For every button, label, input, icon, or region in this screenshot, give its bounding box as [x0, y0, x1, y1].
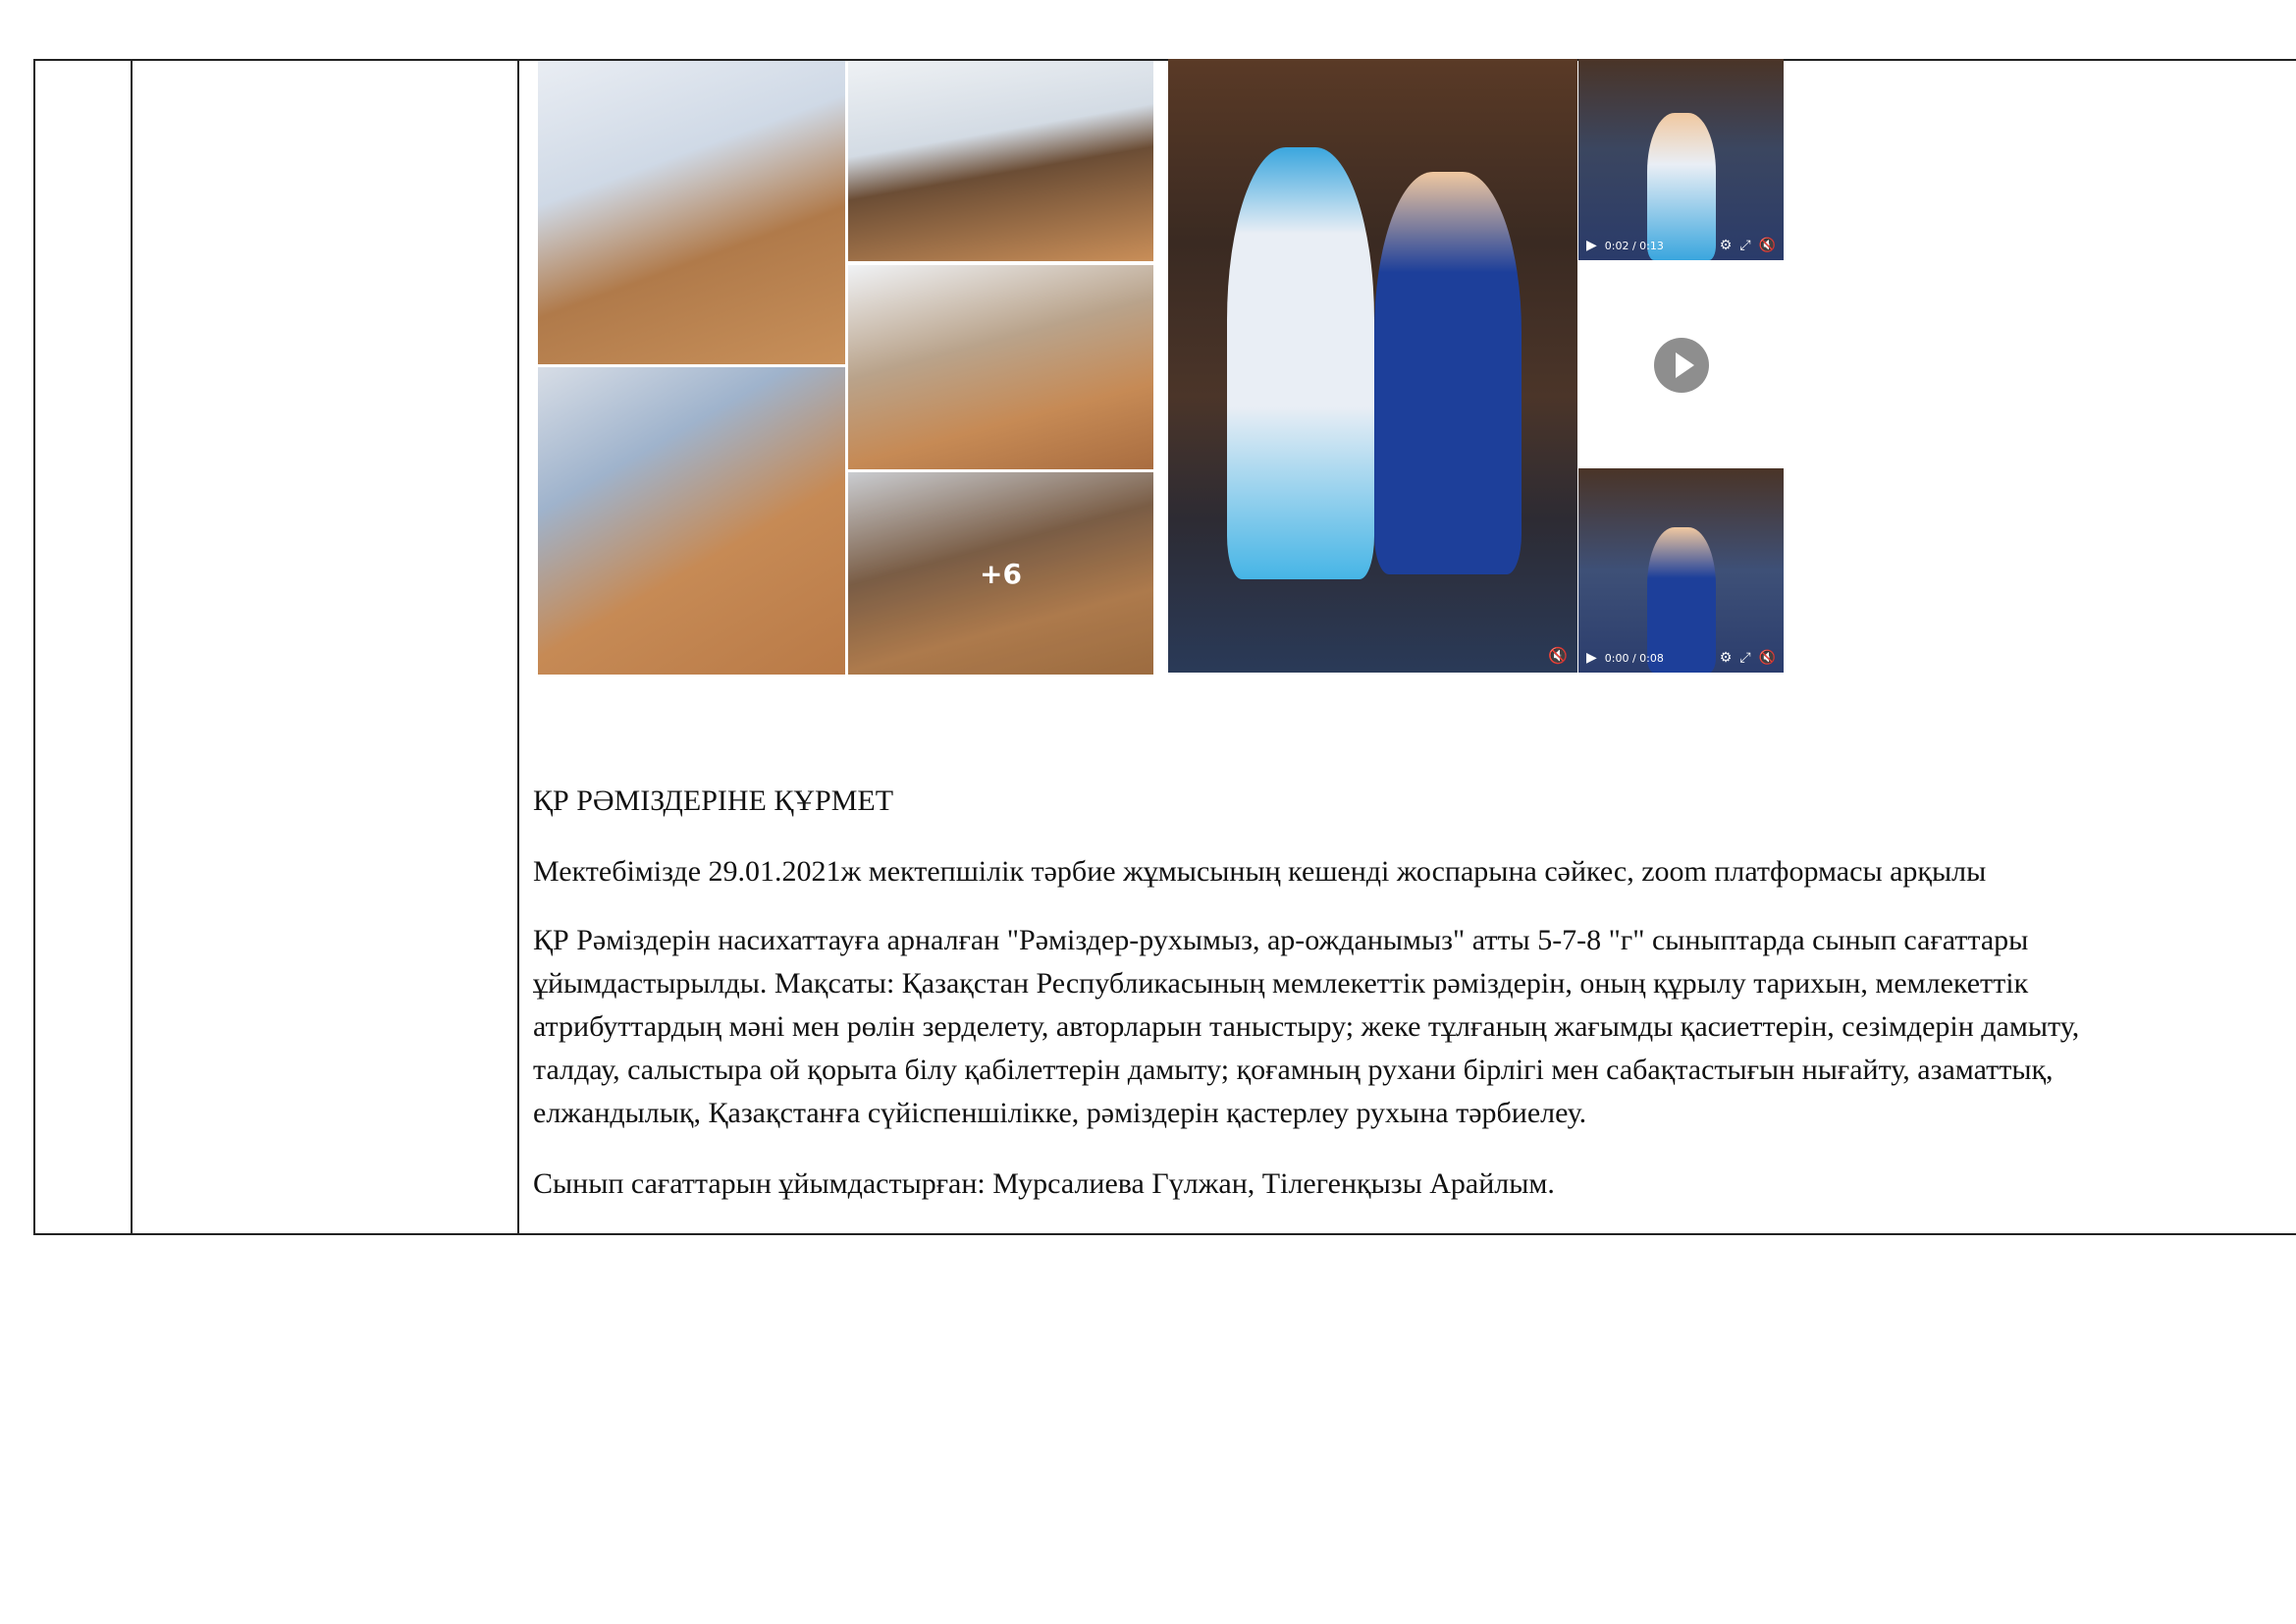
fullscreen-icon[interactable]: ⤢: [1739, 238, 1751, 253]
article-organizers: Сынып сағаттарын ұйымдастырған: Мурсалиева Гүлжан, Тілегенқызы Арайлым.: [533, 1167, 1555, 1200]
event-photo[interactable]: [538, 367, 845, 675]
event-photo[interactable]: [538, 61, 845, 364]
video-placeholder[interactable]: [1578, 263, 1784, 465]
play-circle-icon[interactable]: [1654, 338, 1709, 393]
play-icon[interactable]: ▶: [1586, 650, 1597, 666]
article-body-line: талдау, салыстыра ой қорыта білу қабілеттерін дамыту; қоғамның рухани бірлігі мен сабақтастығын нығайту, азаматтық,: [533, 1054, 2054, 1086]
event-video[interactable]: [1578, 59, 1784, 260]
article-body-line: ұйымдастырылды. Мақсаты: Қазақстан Республикасының мемлекеттік рәміздерін, оның құрылу тарихын, мемлекеттік: [533, 967, 2029, 1000]
event-photo[interactable]: [848, 265, 1153, 469]
event-video[interactable]: [1578, 468, 1784, 673]
article-body-line: елжандылық, Қазақстанға сүйіспеншілікке, рәміздерін қастерлеу рухына тәрбиелеу.: [533, 1097, 1587, 1129]
video-controls: [1578, 231, 1784, 260]
video-time: 0:00 / 0:08: [1604, 651, 1664, 665]
mute-icon[interactable]: 🔇: [1758, 238, 1776, 253]
fullscreen-icon[interactable]: ⤢: [1739, 650, 1751, 666]
play-icon[interactable]: ▶: [1586, 238, 1597, 253]
settings-icon[interactable]: ⚙: [1719, 238, 1733, 253]
video-time: 0:02 / 0:13: [1604, 239, 1664, 252]
article-body-line: атрибуттардың мәні мен рөлін зерделету, авторларын таныстыру; жеке тұлғаның жағымды қасиеттерін, сезімдерін дамыту,: [533, 1010, 2080, 1043]
article-intro: Мектебімізде 29.01.2021ж мектепшілік тәрбие жұмысының кешенді жоспарына сәйкес, zoom платформасы арқылы: [533, 855, 1987, 888]
child-figure: [1227, 147, 1374, 579]
event-photo[interactable]: [848, 61, 1153, 261]
table-column-divider: [131, 59, 133, 1235]
child-figure: [1374, 172, 1522, 574]
mute-icon[interactable]: 🔇: [1548, 646, 1568, 665]
table-column-divider: [517, 59, 519, 1235]
event-photo-more[interactable]: [848, 472, 1153, 675]
event-video-large[interactable]: [1168, 59, 1577, 673]
article-heading: ҚР РӘМІЗДЕРІНЕ ҚҰРМЕТ: [533, 785, 894, 817]
settings-icon[interactable]: ⚙: [1719, 650, 1733, 666]
mute-icon[interactable]: 🔇: [1758, 650, 1776, 666]
article-body: [533, 919, 2290, 1135]
more-photos-count[interactable]: +6: [848, 472, 1153, 675]
article-body-line: ҚР Рәміздерін насихаттауға арналған "Рәміздер-рухымыз, ар-ожданымыз" атты 5-7-8 "г" сыныптарда сынып сағаттары: [533, 924, 2029, 956]
video-controls: [1578, 643, 1784, 673]
